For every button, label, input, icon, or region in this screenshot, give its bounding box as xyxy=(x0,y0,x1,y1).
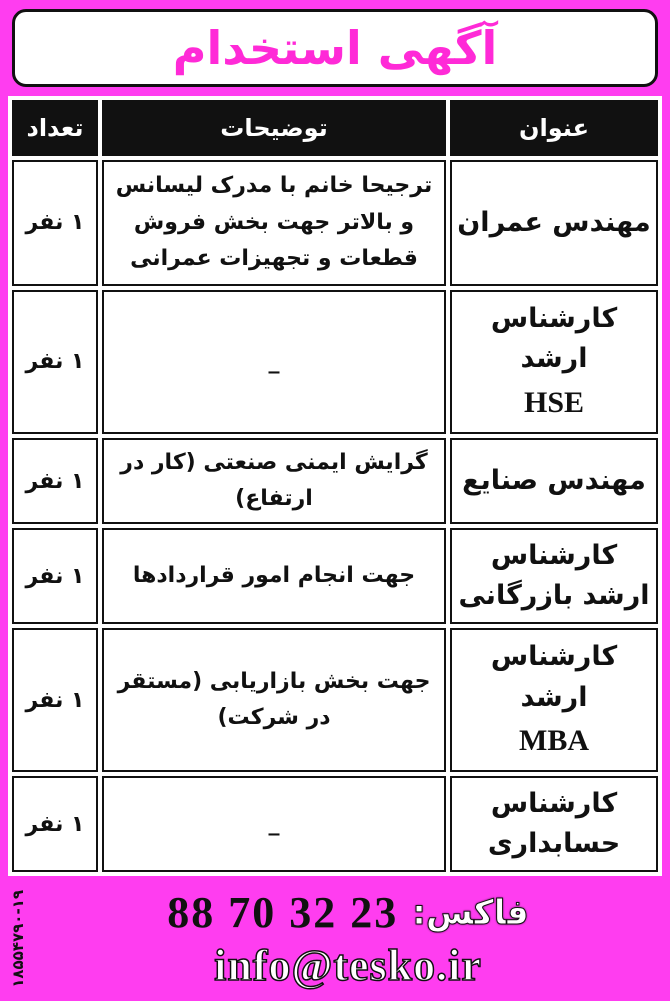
header-count: تعداد xyxy=(12,100,98,156)
ad-title: آگهی استخدام xyxy=(172,21,498,75)
job-count: ۱ نفر xyxy=(12,438,98,525)
job-title: مهندس عمران xyxy=(457,206,651,238)
job-title-cell xyxy=(450,438,658,525)
title-box xyxy=(12,9,658,87)
job-title-latin: MBA xyxy=(519,724,589,758)
side-code-strip xyxy=(2,880,34,998)
ad-code: ۱۸۵۵۴۷۹۰-۱۹ xyxy=(9,890,27,988)
job-count: ۱ نفر xyxy=(12,628,98,772)
table-header-row xyxy=(12,100,658,156)
job-title-cell xyxy=(450,528,658,624)
job-description: گرایش ایمنی صنعتی (کار در ارتفاع) xyxy=(102,438,446,525)
fax-number: 88 70 32 23 xyxy=(167,888,399,937)
job-description: جهت بخش بازاریابی (مستقر در شرکت) xyxy=(102,628,446,772)
job-title: مهندس صنایع xyxy=(462,464,646,496)
job-title: کارشناس ارشد xyxy=(490,641,618,713)
table-row xyxy=(12,290,658,434)
job-count: ۱ نفر xyxy=(12,528,98,624)
table-row xyxy=(12,438,658,525)
job-title-cell xyxy=(450,776,658,872)
job-title-cell xyxy=(450,160,658,286)
job-description: جهت انجام امور قراردادها xyxy=(102,528,446,624)
contact-email: info@tesko.ir xyxy=(214,941,482,990)
jobs-table xyxy=(8,96,662,876)
job-count: ۱ نفر xyxy=(12,290,98,434)
table-row xyxy=(12,160,658,286)
job-title-cell xyxy=(450,290,658,434)
job-description: ترجیحا خانم با مدرک لیسانس و بالاتر جهت بخش فروش قطعات و تجهیزات عمرانی xyxy=(102,160,446,286)
header-description: توضیحات xyxy=(102,100,446,156)
job-title: کارشناس ارشد بازرگانی xyxy=(458,539,650,612)
fax-line xyxy=(167,887,528,938)
table-row xyxy=(12,776,658,872)
fax-label: فاکس: xyxy=(412,892,529,933)
header-title: عنوان xyxy=(450,100,658,156)
job-title: کارشناس حسابداری xyxy=(487,787,621,860)
job-description: _ xyxy=(102,290,446,434)
job-description: _ xyxy=(102,776,446,872)
header-bar xyxy=(10,8,660,88)
table-row xyxy=(12,628,658,772)
job-title-cell xyxy=(450,628,658,772)
jobs-table-wrap xyxy=(8,96,662,876)
job-count: ۱ نفر xyxy=(12,776,98,872)
table-row xyxy=(12,528,658,624)
contact-footer xyxy=(36,880,660,998)
job-title-latin: HSE xyxy=(523,385,585,419)
job-title: کارشناس ارشد xyxy=(490,302,618,375)
job-count: ۱ نفر xyxy=(12,160,98,286)
